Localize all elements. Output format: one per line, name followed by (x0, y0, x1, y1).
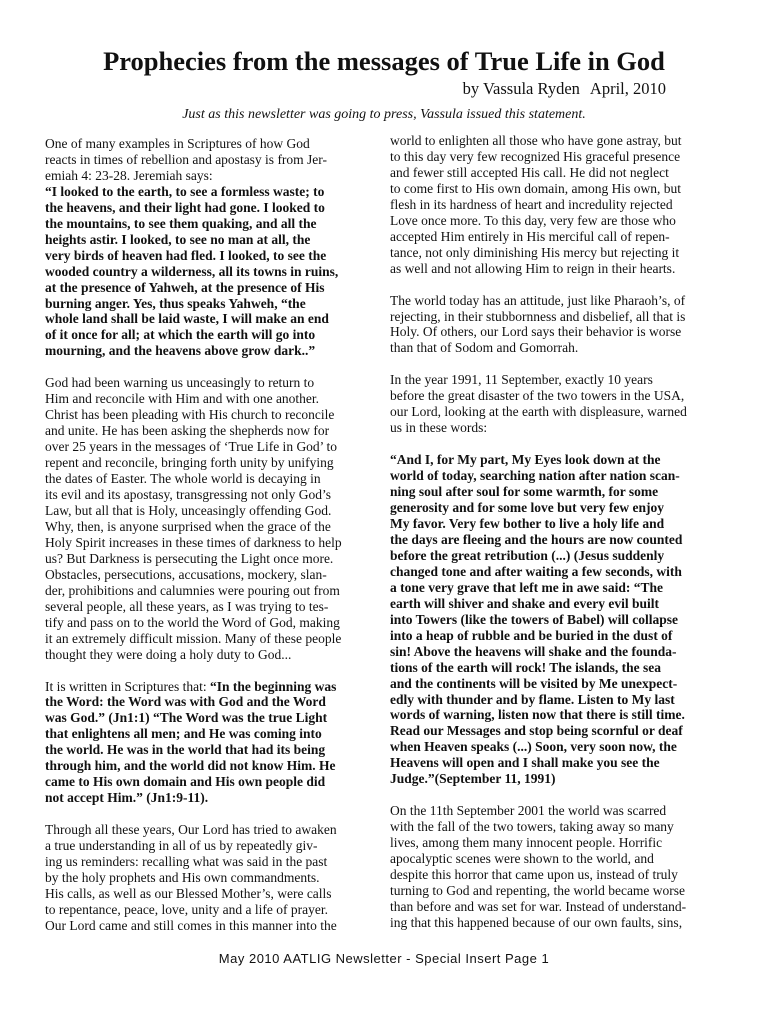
text-line: heights astir. I looked, to see no man at all, the (45, 231, 311, 247)
text-line: of it once for all; at which the earth will go into (45, 327, 316, 343)
paragraph-6 (390, 293, 725, 357)
text-line: Why, then, is anyone surprised when the grace of the (45, 518, 331, 534)
text-line: us? But Darkness is persecuting the Light once more. (45, 550, 334, 566)
text-line (45, 679, 375, 695)
paragraph-3 (45, 679, 375, 807)
text-line: tions of the earth will rock! The islands, the sea (390, 659, 662, 675)
date: April, 2010 (589, 79, 666, 98)
text-line: Read our Messages and stop being scornful or deaf (390, 723, 683, 739)
text-line: several people, all these years, as I was trying to tes- (45, 598, 329, 614)
text-line: the dates of Easter. The whole world is decaying in (45, 471, 321, 487)
paragraph-8 (390, 803, 725, 931)
press-note: Just as this newsletter was going to press, Vassula issued this statement. (182, 107, 586, 122)
text-line: accepted Him entirely in His merciful call of repen- (390, 228, 670, 244)
text-line: and the continents will be visited by Me unexpect- (390, 675, 678, 691)
text-line: apocalyptic scenes were shown to the world, and (390, 851, 654, 867)
text-line: turning to God and repenting, the world became worse (390, 882, 686, 898)
text-line: to repentance, peace, love, unity and a life of prayer. (45, 901, 328, 917)
text-line: our Lord, looking at the earth with displeasure, warned (390, 404, 687, 420)
paragraph-5 (390, 133, 725, 277)
text-line: whole land shall be laid waste, I will make an end (45, 311, 329, 327)
text-line: world to enlighten all those who have gone astray, but (390, 133, 682, 148)
text-line: der, prohibitions and calumnies were pouring out from (45, 582, 340, 598)
john-quote (45, 694, 375, 806)
text-line: My favor. Very few bother to live a holy life and (390, 516, 665, 532)
text-line: Judge.”(September 11, 1991) (390, 771, 556, 787)
text-line: God had been warning us unceasingly to return to (45, 375, 315, 391)
text-line: tify and pass on to the world the Word of God, making (45, 614, 340, 630)
paragraph-1 (45, 136, 375, 359)
text-line: by the holy prophets and His own commandments. (45, 869, 320, 885)
page-title: Prophecies from the messages of True Life in God (103, 46, 665, 76)
text-line: thought they were doing a holy duty to God... (45, 646, 292, 662)
left-column (45, 136, 375, 950)
text-line: Love once more. To this day, very few are those who (390, 212, 676, 228)
text-line: generosity and for some love but very few enjoy (390, 500, 664, 516)
right-column (390, 133, 725, 947)
text-line: In the year 1991, 11 September, exactly 10 years (390, 372, 653, 388)
author: by Vassula Ryden (462, 79, 580, 98)
text-line: His calls, as well as our Blessed Mother’s, were calls (45, 885, 332, 901)
text-line: to this day very few recognized His graceful presence (390, 148, 681, 164)
page-footer: May 2010 AATLIG Newsletter - Special Insert Page 1 (218, 951, 550, 966)
text-line: Our Lord came and still comes in this manner into the (45, 917, 337, 933)
text-line: Christ has been pleading with His church to reconcile (45, 407, 335, 423)
text-line: One of many examples in Scriptures of how God (45, 136, 310, 151)
text-line: world of today, searching nation after nation scan- (390, 468, 680, 484)
text-line: Through all these years, Our Lord has tried to awaken (45, 822, 337, 838)
paragraph-2 (45, 375, 375, 662)
text-line: “I looked to the earth, to see a formless waste; to (45, 183, 325, 199)
text-line: with the fall of the two towers, taking away so many (390, 819, 674, 835)
text-line: before the great retribution (...) (Jesus suddenly (390, 547, 665, 563)
text-line: Holy. Of others, our Lord says their behavior is worse (390, 324, 682, 340)
text-line: before the great disaster of the two towers in the USA, (390, 388, 685, 404)
text-line: “And I, for My part, My Eyes look down at the (390, 452, 661, 468)
text-line: despite this horror that came upon us, instead of truly (390, 867, 678, 883)
text-line: the Word: the Word was with God and the Word (45, 694, 326, 710)
text-line: flesh in its hardness of heart and incredulity rejected (390, 196, 673, 212)
text-line: a true understanding in all of us by repeatedly giv- (45, 838, 318, 854)
byline (463, 79, 666, 99)
text-line: at the presence of Yahweh, at the presence of His (45, 279, 325, 295)
text-line: the world. He was in the world that had its being (45, 742, 326, 758)
text-line: Holy Spirit increases in these times of darkness to help (45, 534, 342, 550)
text-line: us in these words: (390, 420, 488, 436)
text-line: On the 11th September 2001 the world was scarred (390, 803, 667, 819)
text-line: very birds of heaven had fled. I looked, to see the (45, 247, 327, 263)
text-line: Law, but all that is Holy, unceasingly offending God. (45, 502, 332, 518)
text-line: over 25 years in the messages of ‘True Life in God’ to (45, 439, 338, 455)
text-line: its evil and its apostasy, transgressing not only God’s (45, 487, 331, 503)
paragraph-1-intro (45, 136, 375, 184)
text-line: burning anger. Yes, thus speaks Yahweh, “the (45, 295, 306, 311)
text-line: words of warning, listen now that there is still time. (390, 707, 685, 723)
text-line: to come first to His own domain, among His own, but (390, 180, 681, 196)
text-line: mourning, and the heavens above grow dark..” (45, 343, 316, 359)
text-line: rejecting, in their stubbornness and disbelief, all that is (390, 308, 686, 324)
text-line: tance, not only diminishing His mercy but rejecting it (390, 244, 680, 260)
text-line: ing that this happened because of our own faults, sins, (390, 914, 683, 930)
paragraph-3-intro: It is written in Scriptures that: (45, 678, 210, 694)
text-line: edly with thunder and by flame. Listen to My last (390, 691, 675, 707)
text-line: than that of Sodom and Gomorrah. (390, 340, 579, 356)
text-line: into Towers (like the towers of Babel) will collapse (390, 611, 678, 627)
john-quote-start: “In the beginning was (209, 678, 337, 694)
text-line: Obstacles, persecutions, accusations, mockery, slan- (45, 566, 327, 582)
text-line: and unite. He has been asking the shepherds now for (45, 423, 330, 439)
text-line: the days are fleeing and the hours are now counted (390, 531, 683, 547)
text-line: sin! Above the heavens will shake and the founda- (390, 643, 677, 659)
text-line: was God.” (Jn1:1) “The Word was the true Light (45, 710, 328, 726)
text-line: the heavens, and their light had gone. I looked to (45, 199, 325, 215)
text-line: not accept Him.” (Jn1:9-11). (45, 790, 209, 806)
paragraph-4 (45, 822, 375, 934)
jeremiah-quote (45, 184, 375, 359)
text-line: when Heaven speaks (...) Soon, very soon now, the (390, 739, 677, 755)
text-line: wooded country a wilderness, all its towns in ruins, (45, 263, 339, 279)
text-line: reacts in times of rebellion and apostasy is from Jer- (45, 151, 328, 167)
text-line: and fewer still accepted His call. He did not neglect (390, 164, 669, 180)
text-line: repent and reconcile, bringing forth unity by unifying (45, 455, 334, 471)
text-line: lives, among them many innocent people. Horrific (390, 835, 663, 851)
text-line: than before and was set for war. Instead of understand- (390, 898, 687, 914)
text-line: it an extremely difficult mission. Many of these people (45, 630, 342, 646)
text-line: emiah 4: 23-28. Jeremiah says: (45, 167, 213, 183)
text-line: ing us reminders: recalling what was said in the past (45, 854, 328, 870)
text-line: the mountains, to see them quaking, and all the (45, 215, 317, 231)
message-quote (390, 452, 725, 787)
text-line: Him and reconcile with Him and with one another. (45, 391, 320, 407)
text-line: that enlightens all men; and He was coming into (45, 726, 322, 742)
text-line: Heavens will open and I shall make you see the (390, 755, 660, 771)
text-line: came to His own domain and His own people did (45, 774, 326, 790)
text-line: as well and not allowing Him to reign in their hearts. (390, 260, 676, 276)
text-line: changed tone and after waiting a few seconds, with (390, 563, 682, 579)
paragraph-7 (390, 372, 725, 436)
text-line: ning soul after soul for some warmth, for some (390, 484, 659, 500)
text-line: earth will shiver and shake and every evil built (390, 595, 660, 611)
text-line: through him, and the world did not know Him. He (45, 758, 336, 774)
text-line: The world today has an attitude, just like Pharaoh’s, of (390, 292, 686, 308)
text-line: into a heap of rubble and be buried in the dust of (390, 627, 673, 643)
text-line: a tone very grave that left me in awe said: “The (390, 579, 663, 595)
